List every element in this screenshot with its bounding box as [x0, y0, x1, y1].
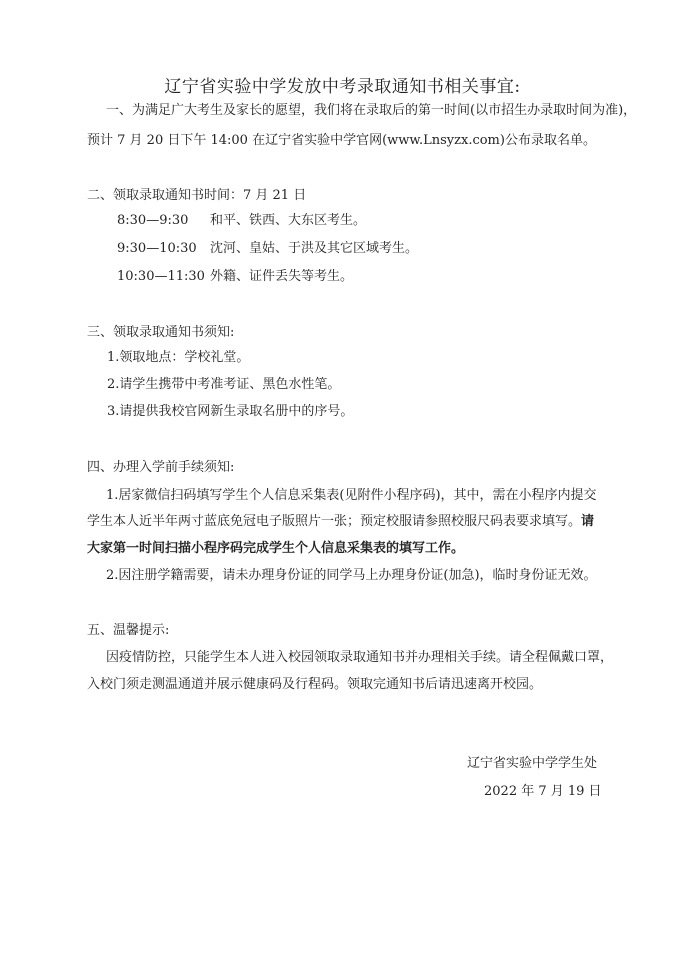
- section4-item1-line1: 1.居家微信扫码填写学生个人信息采集表(见附件小程序码)，其中，需在小程序内提交: [106, 488, 597, 503]
- schedule-districts: 沈河、皇姑、于洪及其它区域考生。: [210, 241, 419, 256]
- section1-line2: 预计 7 月 20 日下午 14:00 在辽宁省实验中学官网(www.Lnsyzx.com)公布录取名单。: [87, 133, 596, 148]
- schedule-time: 8:30—9:30: [117, 213, 189, 228]
- section4-item1-line3: 大家第一时间扫描小程序码完成学生个人信息采集表的填写工作。: [87, 541, 465, 556]
- section1-line1: 一、为满足广大考生及家长的愿望，我们将在录取后的第一时间(以市招生办录取时间为准)，: [106, 103, 637, 118]
- section4-heading: 四、办理入学前手续须知:: [87, 460, 235, 475]
- schedule-row: [117, 208, 366, 234]
- section5-line2: 入校门须走测温通道并展示健康码及行程码。领取完通知书后请迅速离开校园。: [87, 677, 543, 692]
- section3-heading: 三、领取录取通知书须知:: [87, 325, 235, 340]
- notice-item: 1.领取地点：学校礼堂。: [107, 350, 250, 365]
- signature-org: 辽宁省实验中学学生处: [467, 756, 598, 771]
- section5-heading: 五、温馨提示:: [87, 623, 170, 638]
- schedule-time: 10:30—11:30: [117, 269, 205, 284]
- schedule-time: 9:30—10:30: [117, 241, 197, 256]
- section4-item1-line2: [87, 509, 594, 535]
- section5-line1: 因疫情防控，只能学生本人进入校园领取录取通知书并办理相关手续。请全程佩戴口罩，: [106, 650, 614, 665]
- notice-item: 3.请提供我校官网新生录取名册中的序号。: [107, 404, 354, 419]
- signature-date: 2022 年 7 月 19 日: [484, 784, 602, 799]
- section4-item1-emphasis: 请: [581, 514, 595, 529]
- schedule-districts: 外籍、证件丢失等考生。: [210, 269, 354, 284]
- section4-item1-line2-text: 学生本人近半年两寸蓝底免冠电子版照片一张；预定校服请参照校服尺码表要求填写。: [87, 514, 582, 529]
- section2-heading: 二、领取录取通知书时间：7 月 21 日: [87, 188, 307, 203]
- section4-item2: 2.因注册学籍需要，请未办理身份证的同学马上办理身份证(加急)，临时身份证无效。: [106, 568, 597, 583]
- schedule-row: [117, 236, 418, 262]
- schedule-districts: 和平、铁西、大东区考生。: [210, 213, 367, 228]
- schedule-row: [117, 264, 353, 290]
- document-title: 辽宁省实验中学发放中考录取通知书相关事宜:: [164, 77, 521, 97]
- notice-item: 2.请学生携带中考准考证、黑色水性笔。: [107, 377, 341, 392]
